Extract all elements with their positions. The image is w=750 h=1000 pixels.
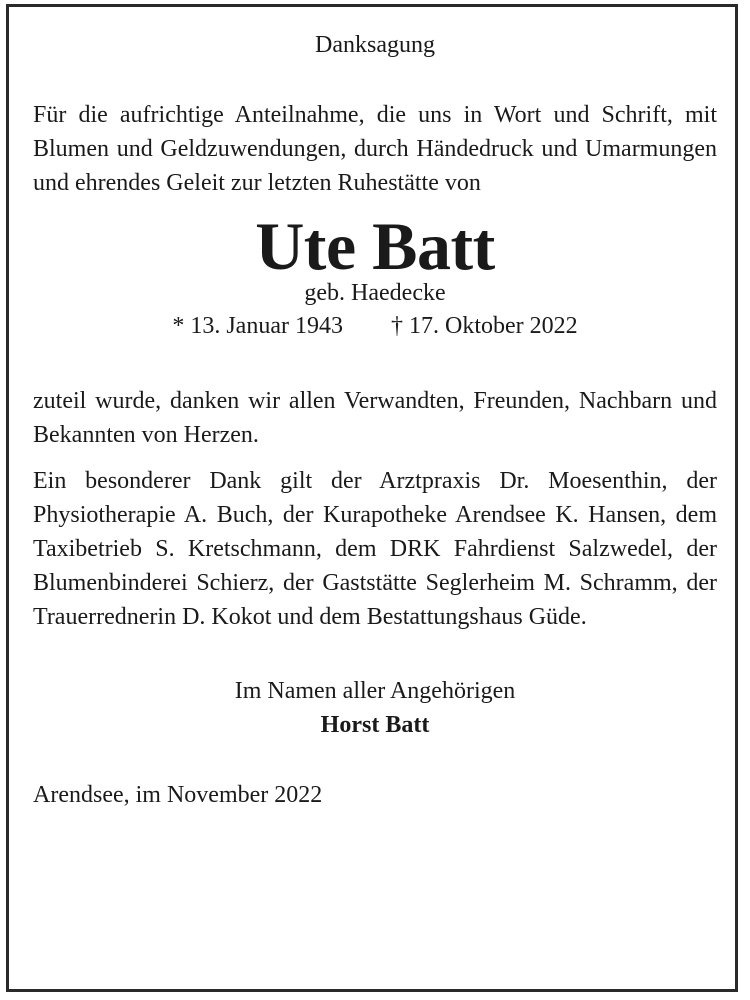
- deceased-name: Ute Batt: [255, 208, 495, 284]
- obituary-notice: [33, 28, 717, 812]
- birth-name: geb. Haedecke: [304, 280, 446, 306]
- signer-name: Horst Batt: [320, 712, 430, 738]
- notice-heading: Danksagung: [315, 32, 435, 58]
- birth-date: * 13. Januar 1943: [172, 313, 343, 339]
- special-thanks-paragraph: Ein besonderer Dank gilt der Arztpraxis Dr. Moesenthin, der Physiotherapie A. Buch, der Kurapotheke Arendsee K. Hansen, dem Taxibetrieb S. Kretschmann, dem DRK Fahrdienst Salzwedel, der Blumenbinderei Schierz, der Gaststätte Seglerheim M. Schramm, der Trauerrednerin D. Kokot und dem Bestattungshaus Güde.: [33, 468, 717, 630]
- death-date: † 17. Oktober 2022: [390, 313, 578, 339]
- place-date: Arendsee, im November 2022: [33, 782, 323, 808]
- intro-paragraph: Für die aufrichtige Anteilnahme, die uns in Wort und Schrift, mit Blumen und Geldzuwendungen, durch Händedruck und Umarmungen und ehrendes Geleit zur letzten Ruhestätte von: [33, 102, 717, 196]
- signoff-line: Im Namen aller Angehörigen: [234, 678, 516, 704]
- thanks-paragraph: zuteil wurde, danken wir allen Verwandten, Freunden, Nachbarn und Bekannten von Herzen.: [33, 388, 717, 448]
- life-dates: [33, 310, 717, 342]
